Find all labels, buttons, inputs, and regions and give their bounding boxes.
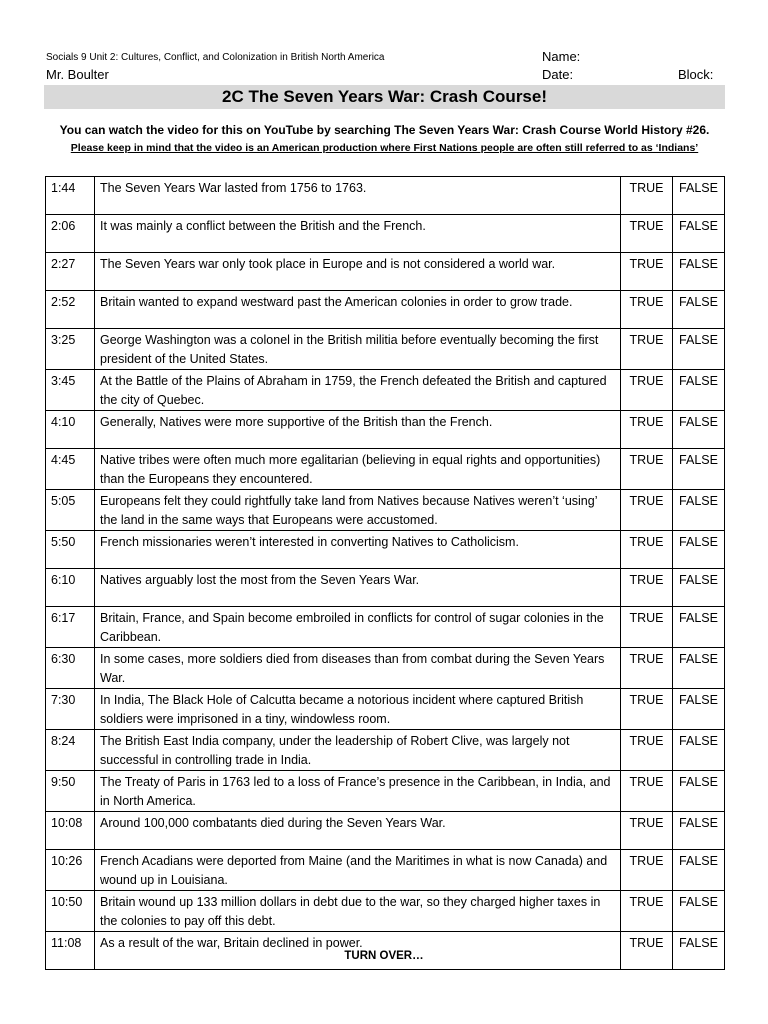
table-row <box>46 812 725 850</box>
timestamp-cell: 10:26 <box>46 850 95 891</box>
timestamp-cell: 2:06 <box>46 215 95 253</box>
statement-cell: The Seven Years war only took place in Europe and is not considered a world war. <box>95 253 621 291</box>
statement-cell: Europeans felt they could rightfully take land from Natives because Natives weren’t ‘using’ the land in the same ways that Europeans were accustomed. <box>95 490 621 531</box>
timestamp-cell: 3:45 <box>46 370 95 411</box>
table-row <box>46 449 725 490</box>
timestamp-cell: 3:25 <box>46 329 95 370</box>
table-row <box>46 177 725 215</box>
date-field-label: Date: <box>542 67 574 82</box>
true-option[interactable]: TRUE <box>621 689 673 730</box>
false-option[interactable]: FALSE <box>673 370 725 411</box>
timestamp-cell: 6:17 <box>46 607 95 648</box>
table-row <box>46 850 725 891</box>
true-option[interactable]: TRUE <box>621 850 673 891</box>
table-row <box>46 730 725 771</box>
false-option[interactable]: FALSE <box>673 177 725 215</box>
table-row <box>46 531 725 569</box>
instructions-note: Please keep in mind that the video is an American production where First Nations people are often still referred to as ‘Indians’ <box>70 142 699 154</box>
statement-cell: French Acadians were deported from Maine (and the Maritimes in what is now Canada) and wound up in Louisiana. <box>95 850 621 891</box>
table-row <box>46 370 725 411</box>
true-option[interactable]: TRUE <box>621 932 673 970</box>
true-option[interactable]: TRUE <box>621 329 673 370</box>
statement-cell: Britain, France, and Spain become embroiled in conflicts for control of sugar colonies in the Caribbean. <box>95 607 621 648</box>
timestamp-cell: 11:08 <box>46 932 95 970</box>
true-option[interactable]: TRUE <box>621 370 673 411</box>
table-row <box>46 648 725 689</box>
false-option[interactable]: FALSE <box>673 607 725 648</box>
true-option[interactable]: TRUE <box>621 607 673 648</box>
false-option[interactable]: FALSE <box>673 215 725 253</box>
table-row <box>46 689 725 730</box>
statement-cell: The British East India company, under the leadership of Robert Clive, was largely not successful in controlling trade in India. <box>95 730 621 771</box>
statement-cell: The Treaty of Paris in 1763 led to a loss of France’s presence in the Caribbean, in India, and in North America. <box>95 771 621 812</box>
timestamp-cell: 1:44 <box>46 177 95 215</box>
true-option[interactable]: TRUE <box>621 449 673 490</box>
false-option[interactable]: FALSE <box>673 490 725 531</box>
instructions-video: You can watch the video for this on YouTube by searching The Seven Years War: Crash Course World History #26. <box>59 123 710 137</box>
false-option[interactable]: FALSE <box>673 891 725 932</box>
statement-cell: It was mainly a conflict between the British and the French. <box>95 215 621 253</box>
true-option[interactable]: TRUE <box>621 215 673 253</box>
true-option[interactable]: TRUE <box>621 411 673 449</box>
table-row <box>46 329 725 370</box>
table-row <box>46 215 725 253</box>
false-option[interactable]: FALSE <box>673 648 725 689</box>
true-option[interactable]: TRUE <box>621 531 673 569</box>
timestamp-cell: 4:45 <box>46 449 95 490</box>
true-option[interactable]: TRUE <box>621 253 673 291</box>
true-option[interactable]: TRUE <box>621 891 673 932</box>
table-body <box>46 177 725 970</box>
timestamp-cell: 6:30 <box>46 648 95 689</box>
statement-cell: The Seven Years War lasted from 1756 to 1763. <box>95 177 621 215</box>
teacher-name: Mr. Boulter <box>46 67 109 82</box>
true-option[interactable]: TRUE <box>621 177 673 215</box>
timestamp-cell: 2:27 <box>46 253 95 291</box>
table-row <box>46 490 725 531</box>
statement-cell: In India, The Black Hole of Calcutta became a notorious incident where captured British soldiers were imprisoned in a tiny, windowless room. <box>95 689 621 730</box>
table-row <box>46 569 725 607</box>
timestamp-cell: 8:24 <box>46 730 95 771</box>
timestamp-cell: 4:10 <box>46 411 95 449</box>
worksheet-title-text: 2C The Seven Years War: Crash Course! <box>221 87 548 106</box>
timestamp-cell: 5:50 <box>46 531 95 569</box>
worksheet-title <box>44 85 725 109</box>
true-option[interactable]: TRUE <box>621 490 673 531</box>
statement-cell: Britain wound up 133 million dollars in debt due to the war, so they charged higher taxes in the colonies to pay off this debt. <box>95 891 621 932</box>
timestamp-cell: 7:30 <box>46 689 95 730</box>
table-row <box>46 891 725 932</box>
statement-cell: In some cases, more soldiers died from diseases than from combat during the Seven Years War. <box>95 648 621 689</box>
false-option[interactable]: FALSE <box>673 291 725 329</box>
true-option[interactable]: TRUE <box>621 648 673 689</box>
statement-cell: Generally, Natives were more supportive of the British than the French. <box>95 411 621 449</box>
statement-cell: As a result of the war, Britain declined in power. <box>95 932 621 970</box>
false-option[interactable]: FALSE <box>673 531 725 569</box>
timestamp-cell: 5:05 <box>46 490 95 531</box>
true-option[interactable]: TRUE <box>621 812 673 850</box>
false-option[interactable]: FALSE <box>673 329 725 370</box>
true-option[interactable]: TRUE <box>621 730 673 771</box>
course-title: Socials 9 Unit 2: Cultures, Conflict, and Colonization in British North America <box>46 52 385 63</box>
timestamp-cell: 10:08 <box>46 812 95 850</box>
timestamp-cell: 9:50 <box>46 771 95 812</box>
true-option[interactable]: TRUE <box>621 291 673 329</box>
false-option[interactable]: FALSE <box>673 689 725 730</box>
true-false-table <box>45 176 725 970</box>
block-field-label: Block: <box>678 67 714 82</box>
table-row <box>46 771 725 812</box>
false-option[interactable]: FALSE <box>673 449 725 490</box>
name-field-label: Name: <box>542 49 581 64</box>
timestamp-cell: 6:10 <box>46 569 95 607</box>
false-option[interactable]: FALSE <box>673 932 725 970</box>
false-option[interactable]: FALSE <box>673 253 725 291</box>
timestamp-cell: 2:52 <box>46 291 95 329</box>
true-option[interactable]: TRUE <box>621 771 673 812</box>
turn-over-note: TURN OVER… <box>344 950 424 962</box>
table-row <box>46 291 725 329</box>
false-option[interactable]: FALSE <box>673 812 725 850</box>
false-option[interactable]: FALSE <box>673 850 725 891</box>
true-option[interactable]: TRUE <box>621 569 673 607</box>
false-option[interactable]: FALSE <box>673 730 725 771</box>
false-option[interactable]: FALSE <box>673 771 725 812</box>
statement-cell: Around 100,000 combatants died during the Seven Years War. <box>95 812 621 850</box>
table-row <box>46 411 725 449</box>
timestamp-cell: 10:50 <box>46 891 95 932</box>
statement-cell: George Washington was a colonel in the British militia before eventually becoming the first president of the United States. <box>95 329 621 370</box>
false-option[interactable]: FALSE <box>673 569 725 607</box>
statement-cell: Native tribes were often much more egalitarian (believing in equal rights and opportunities) than the Europeans they encountered. <box>95 449 621 490</box>
table-row <box>46 607 725 648</box>
table-row <box>46 253 725 291</box>
statement-cell: Natives arguably lost the most from the Seven Years War. <box>95 569 621 607</box>
statement-cell: At the Battle of the Plains of Abraham in 1759, the French defeated the British and captured the city of Quebec. <box>95 370 621 411</box>
false-option[interactable]: FALSE <box>673 411 725 449</box>
statement-cell: Britain wanted to expand westward past the American colonies in order to grow trade. <box>95 291 621 329</box>
statement-cell: French missionaries weren’t interested in converting Natives to Catholicism. <box>95 531 621 569</box>
